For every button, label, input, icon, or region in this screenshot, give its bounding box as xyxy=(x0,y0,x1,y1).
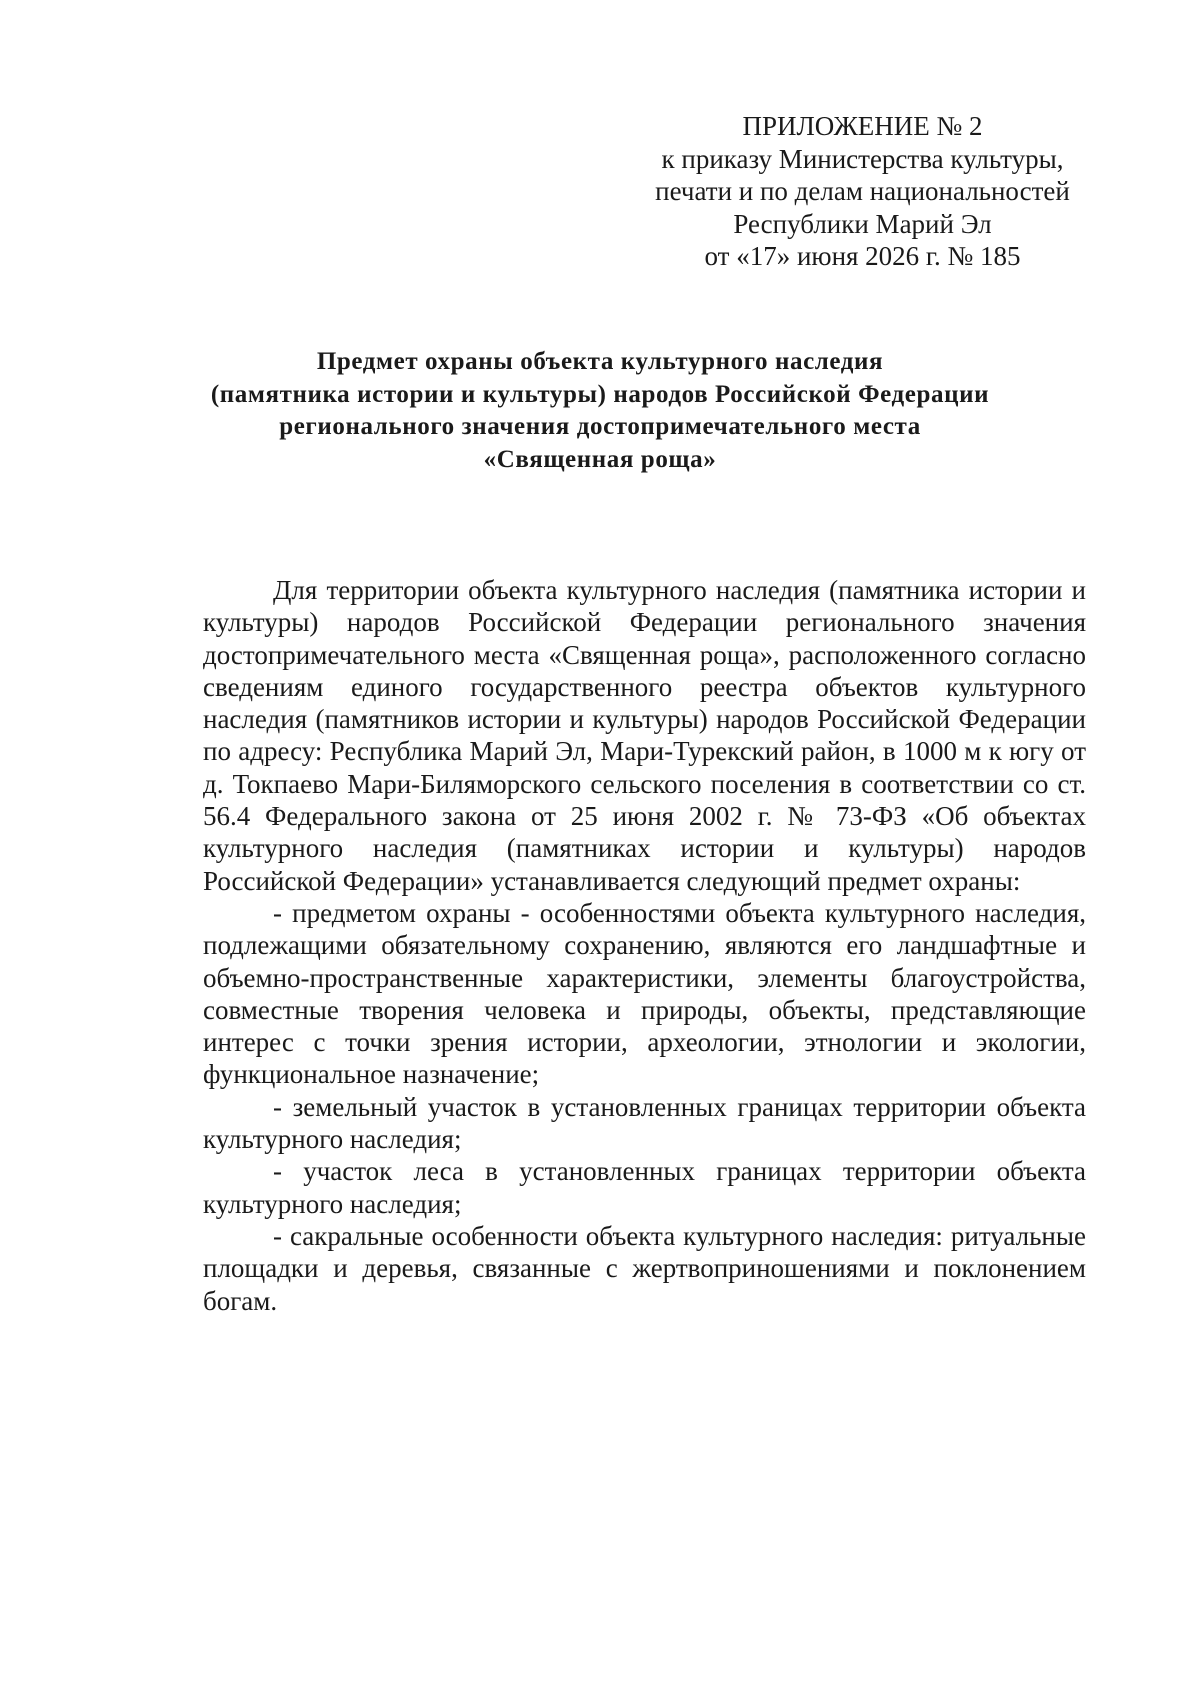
intro-paragraph: Для территории объекта культурного наследия (памятника истории и культуры) народов Российской Федерации регионального значения достопримечательного места «Священная роща», расположенного согласно сведениям единого государственного реестра объектов культурного наследия (памятников истории и культуры) народов Российской Федерации по адресу: Республика Марий Эл, Мари-Турекский район, в 1000 м к югу от д. Токпаево Мари-Биляморского сельского поселения в соответствии со ст. 56.4 Федерального закона от 25 июня 2002 г. № 73-ФЗ «Об объектах культурного наследия (памятниках истории и культуры) народов Российской Федерации» устанавливается следующий предмет охраны: xyxy=(203,575,1086,896)
list-item: - земельный участок в установленных границах территории объекта культурного наследия; xyxy=(203,1091,1086,1155)
list-item: - участок леса в установленных границах территории объекта культурного наследия; xyxy=(203,1156,1086,1219)
appendix-date-number: от «17» июня 2026 г. № 185 xyxy=(704,241,1021,271)
appendix-order-ref: к приказу Министерства культуры, xyxy=(661,143,1064,174)
appendix-ministry: печати и по делам национальностей xyxy=(655,176,1070,206)
list-item: - предметом охраны - особенностями объекта культурного наследия, подлежащими обязательному сохранению, являются его ландшафтные и объемно-пространственные характеристики, элементы благоустройства, совместные творения человека и природы, объекты, представляющие интерес с точки зрения истории, археологии, этнологии и экологии, функциональное назначение; xyxy=(203,897,1086,1090)
document-body xyxy=(203,574,1086,1317)
title-line: регионального значения достопримечательного места xyxy=(279,413,921,440)
list-item: - сакральные особенности объекта культурного наследия: ритуальные площадки и деревья, связанные с жертвоприношениями и поклонением богам. xyxy=(203,1220,1086,1316)
title-line: «Священная роща» xyxy=(483,445,717,473)
appendix-republic: Республики Марий Эл xyxy=(733,208,992,239)
title-line: Предмет охраны объекта культурного наследия xyxy=(316,348,884,375)
appendix-number: ПРИЛОЖЕНИЕ № 2 xyxy=(742,111,983,141)
document-title xyxy=(150,346,1050,476)
title-line: (памятника истории и культуры) народов Российской Федерации xyxy=(210,380,990,408)
appendix-header xyxy=(600,110,1125,273)
